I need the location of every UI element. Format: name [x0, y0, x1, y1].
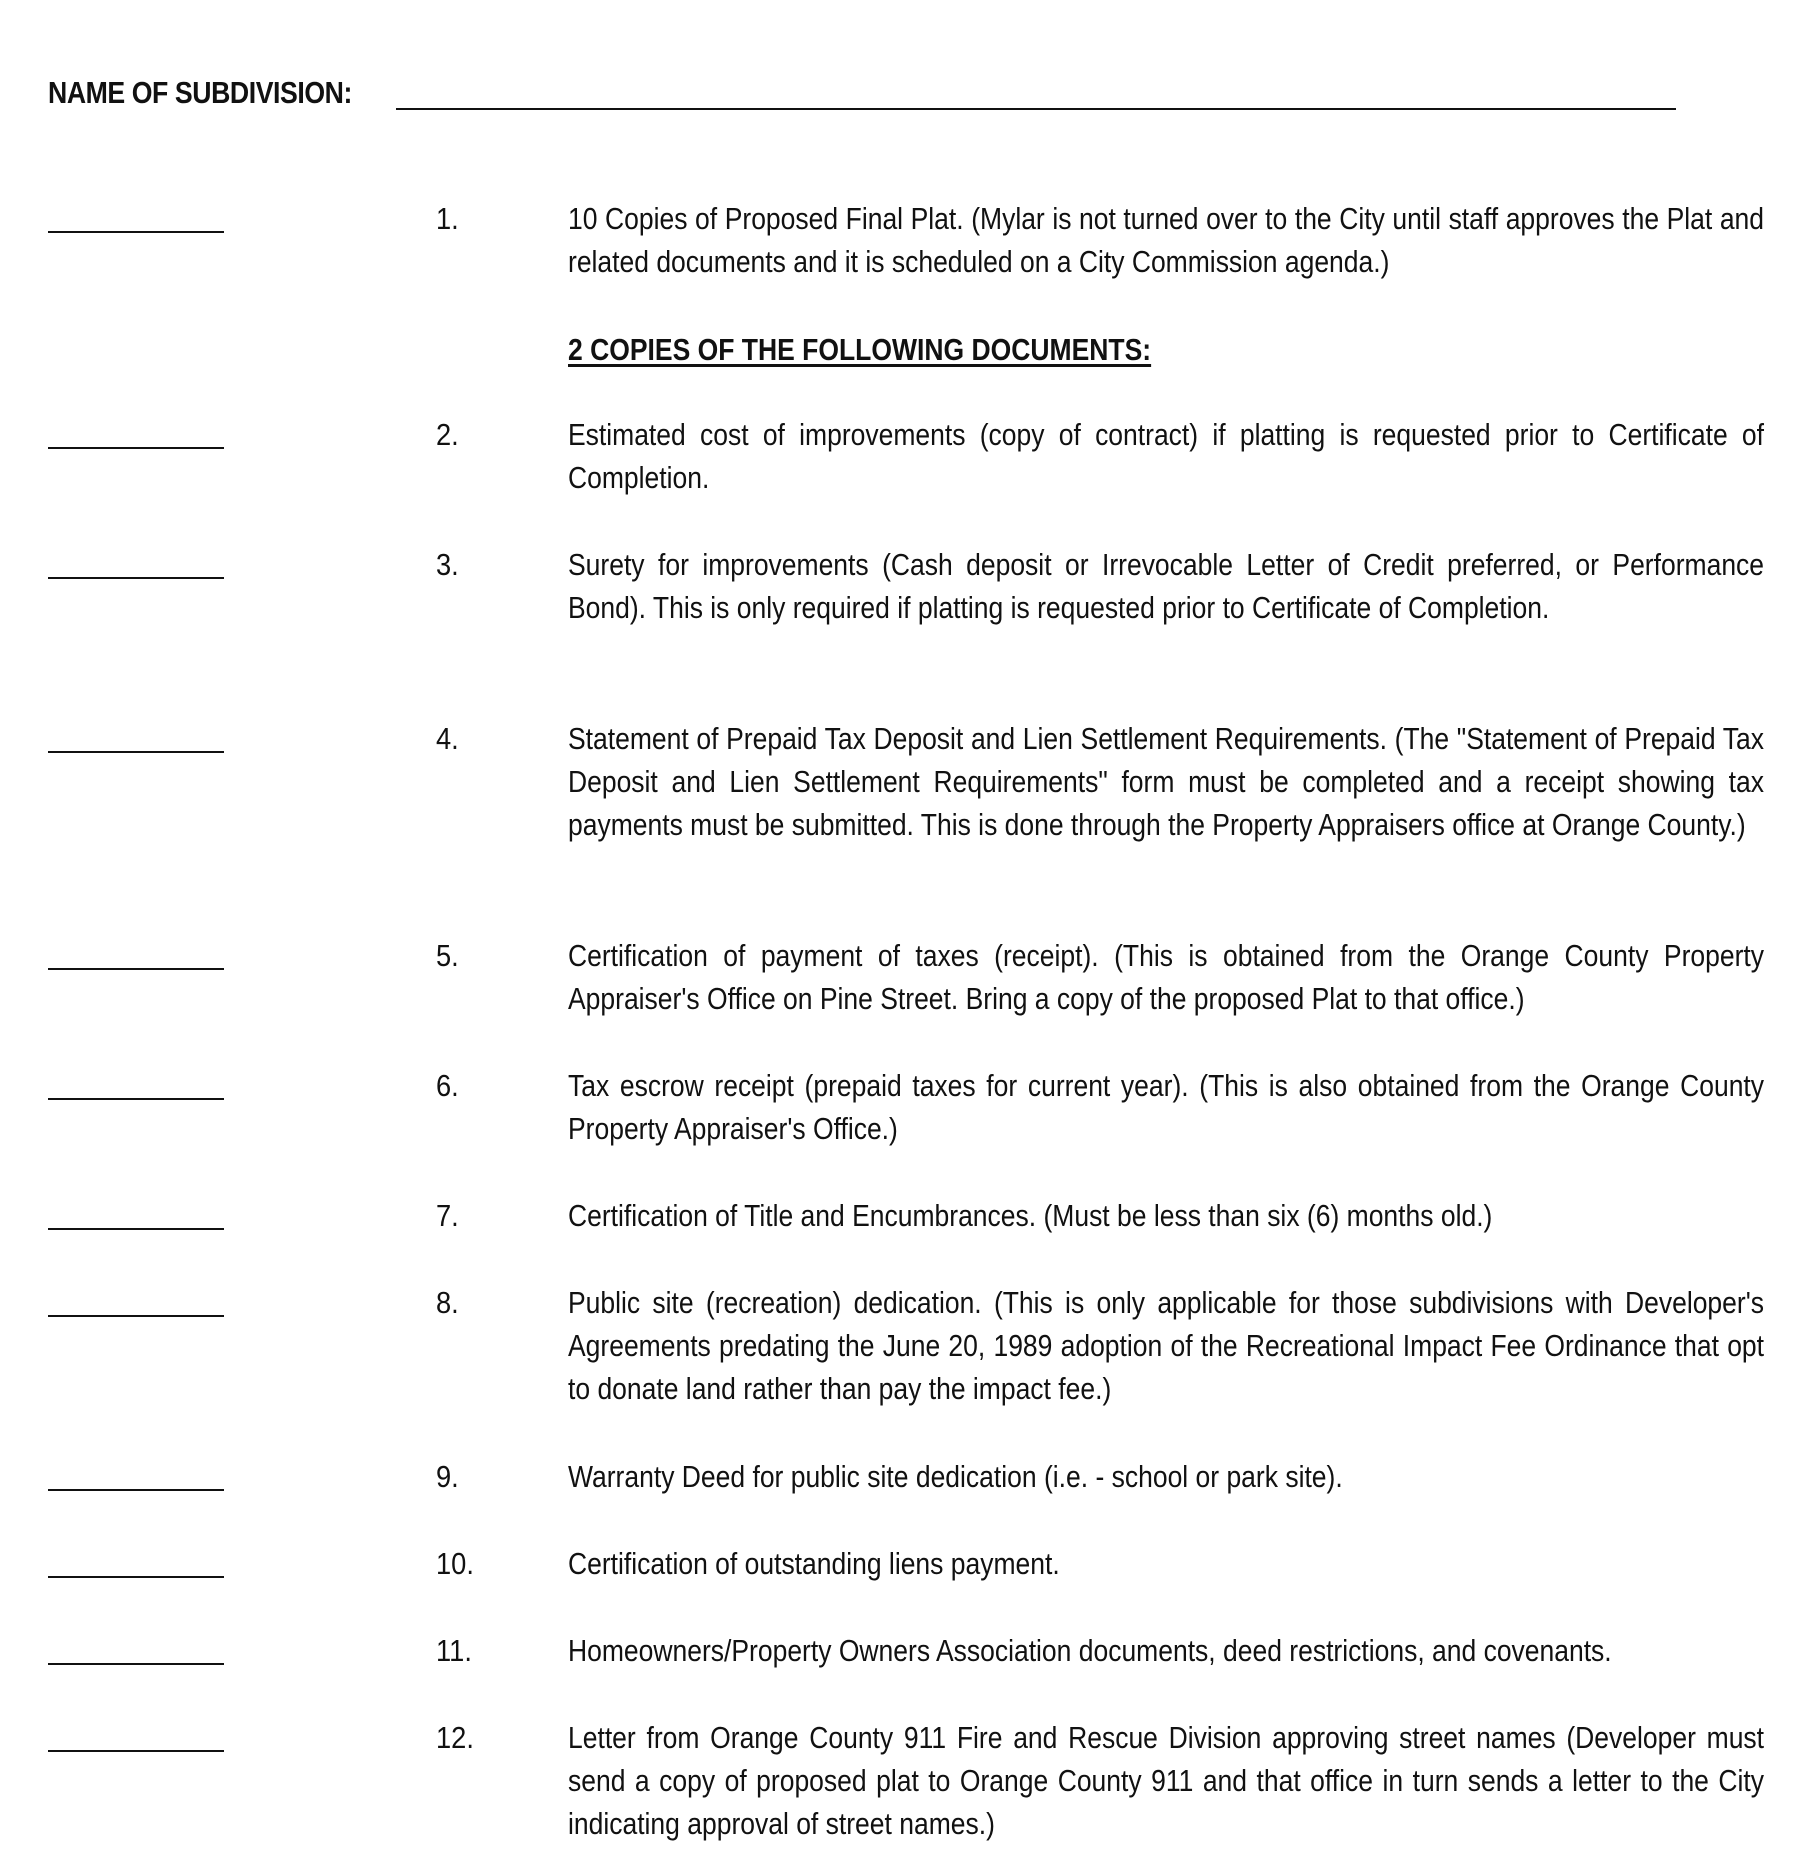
checkoff-line-3[interactable]	[48, 577, 224, 579]
item-text-5: Certification of payment of taxes (receipt). (This is obtained from the Orange County Property Appraiser's Office on Pine Street. Bring a copy of the proposed Plat to that office.)	[568, 938, 1765, 1017]
item-text-10: Certification of outstanding liens payment.	[568, 1546, 1060, 1581]
checkoff-line-5[interactable]	[48, 968, 224, 970]
checkoff-line-12[interactable]	[48, 1750, 224, 1752]
item-number-1: 1.	[436, 201, 459, 236]
checkoff-line-11[interactable]	[48, 1663, 224, 1665]
item-text-1: 10 Copies of Proposed Final Plat. (Mylar is not turned over to the City until staff approves the Plat and related documents and it is scheduled on a City Commission agenda.)	[568, 201, 1765, 280]
item-number-6: 6.	[436, 1068, 459, 1103]
checkoff-line-6[interactable]	[48, 1098, 224, 1100]
item-number-7: 7.	[436, 1198, 459, 1233]
checkoff-line-9[interactable]	[48, 1489, 224, 1491]
checkoff-line-2[interactable]	[48, 447, 224, 449]
item-number-4: 4.	[436, 721, 459, 756]
section-heading: 2 COPIES OF THE FOLLOWING DOCUMENTS:	[568, 332, 1152, 367]
item-number-10: 10.	[436, 1546, 474, 1581]
item-number-8: 8.	[436, 1285, 459, 1320]
item-text-7: Certification of Title and Encumbrances. (Must be less than six (6) months old.)	[568, 1198, 1493, 1233]
item-number-2: 2.	[436, 417, 459, 452]
subdivision-name-label: NAME OF SUBDIVISION:	[48, 75, 352, 110]
item-text-3: Surety for improvements (Cash deposit or Irrevocable Letter of Credit preferred, or Performance Bond). This is only required if platting is requested prior to Certificate of Completion.	[568, 547, 1765, 626]
checkoff-line-8[interactable]	[48, 1315, 224, 1317]
item-text-2: Estimated cost of improvements (copy of contract) if platting is requested prior to Certificate of Completion.	[568, 417, 1765, 496]
item-number-5: 5.	[436, 938, 459, 973]
item-number-9: 9.	[436, 1459, 459, 1494]
checkoff-line-10[interactable]	[48, 1576, 224, 1578]
checkoff-line-7[interactable]	[48, 1228, 224, 1230]
item-text-4: Statement of Prepaid Tax Deposit and Lien Settlement Requirements. (The "Statement of Prepaid Tax Deposit and Lien Settlement Requirements" form must be completed and a receipt showing tax payments must be submitted. This is done through the Property Appraisers office at Orange County.)	[568, 721, 1765, 843]
item-text-9: Warranty Deed for public site dedication (i.e. - school or park site).	[568, 1459, 1343, 1494]
subdivision-name-row	[48, 68, 1688, 112]
item-text-11: Homeowners/Property Owners Association documents, deed restrictions, and covenants.	[568, 1633, 1612, 1668]
subdivision-name-field[interactable]	[396, 108, 1676, 110]
item-text-6: Tax escrow receipt (prepaid taxes for current year). (This is also obtained from the Orange County Property Appraiser's Office.)	[568, 1068, 1765, 1147]
item-text-12: Letter from Orange County 911 Fire and Rescue Division approving street names (Developer must send a copy of proposed plat to Orange County 911 and that office in turn sends a letter to the City indicating approval of street names.)	[568, 1720, 1765, 1842]
checkoff-line-1[interactable]	[48, 231, 224, 233]
item-number-11: 11.	[436, 1633, 472, 1668]
item-number-12: 12.	[436, 1720, 474, 1755]
item-number-3: 3.	[436, 547, 459, 582]
checkoff-line-4[interactable]	[48, 751, 224, 753]
item-text-8: Public site (recreation) dedication. (This is only applicable for those subdivisions with Developer's Agreements predating the June 20, 1989 adoption of the Recreational Impact Fee Ordinance that opt to donate land rather than pay the impact fee.)	[568, 1285, 1765, 1407]
